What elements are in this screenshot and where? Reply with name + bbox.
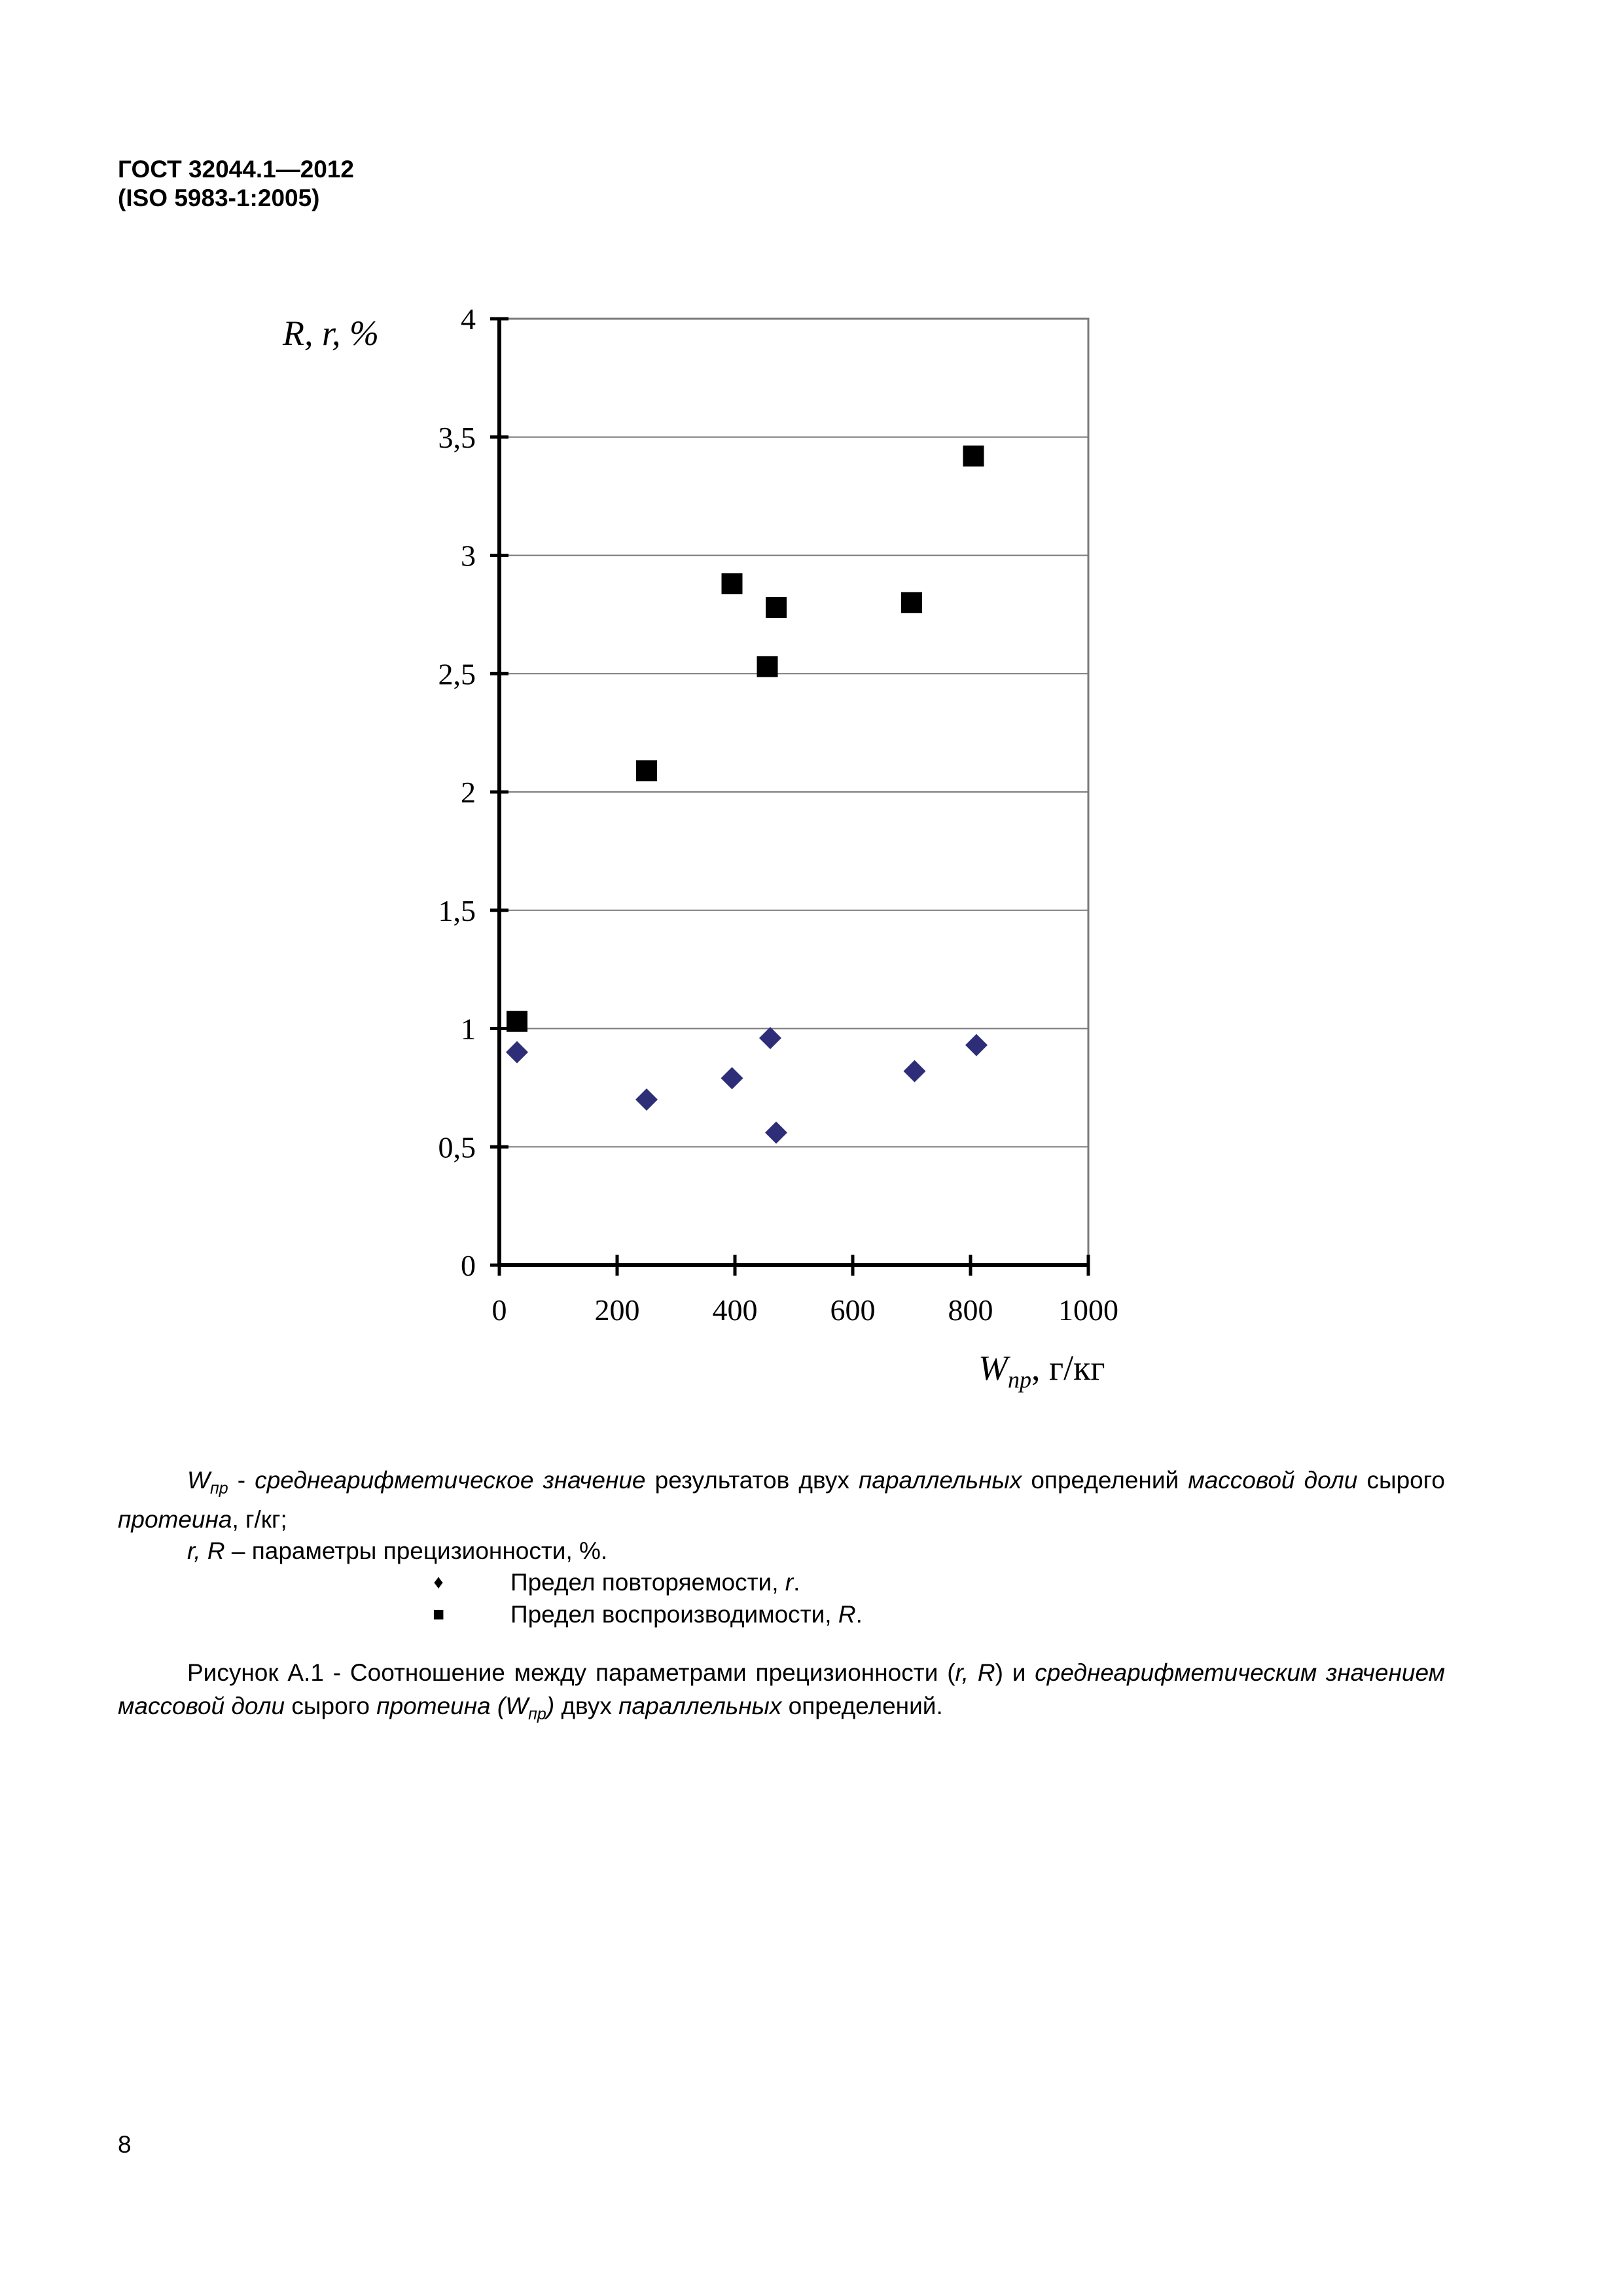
- caption-subscript: пр: [528, 1705, 546, 1723]
- tick-labels: [438, 302, 1119, 1327]
- legend-text: результатов двух: [645, 1467, 859, 1494]
- legend-text: Предел повторяемости,: [510, 1569, 785, 1596]
- rR-symbol: r, R: [187, 1537, 225, 1564]
- figure-legend: [118, 1465, 1445, 1631]
- square-point: [901, 592, 922, 613]
- square-point: [757, 656, 778, 677]
- caption-italic: протеина (W: [376, 1693, 529, 1719]
- square-point: [766, 597, 787, 618]
- iso-reference: (ISO 5983-1:2005): [118, 185, 320, 211]
- legend-text: – параметры прецизионности, %.: [224, 1537, 608, 1564]
- legend-key-repeatability: [118, 1567, 1445, 1599]
- x-axis-label: $W_{пр}$, г/кг: [978, 1348, 1105, 1393]
- figure-caption: [118, 1656, 1445, 1731]
- diamond-point: [506, 1041, 528, 1064]
- legend-text: , г/кг;: [232, 1506, 287, 1533]
- x-tick-label: 400: [712, 1293, 758, 1327]
- x-tick-label: 0: [491, 1293, 507, 1327]
- caption-italic: ): [546, 1693, 555, 1719]
- square-point: [507, 1011, 527, 1032]
- legend-key-label: [510, 1567, 800, 1598]
- caption-text: двух: [554, 1693, 619, 1719]
- legend-var: R: [838, 1601, 856, 1628]
- standard-number: ГОСТ 32044.1—2012: [118, 156, 355, 183]
- legend-definition-rR: [118, 1535, 1445, 1567]
- y-tick-label: 0,5: [438, 1130, 476, 1164]
- square-icon: ■: [432, 1604, 445, 1625]
- legend-key-reproducibility: [118, 1599, 1445, 1631]
- legend-definition-w: [118, 1465, 1445, 1535]
- data-marks: [506, 446, 988, 1144]
- square-point: [636, 760, 657, 781]
- x-tick-label: 800: [948, 1293, 993, 1327]
- y-axis-label: R, r, %: [283, 314, 379, 353]
- x-tick-label: 1000: [1058, 1293, 1118, 1327]
- legend-var: r: [785, 1569, 794, 1596]
- w-symbol: W: [187, 1467, 210, 1494]
- legend-text: .: [793, 1569, 800, 1596]
- legend-text: сырого: [1357, 1467, 1445, 1494]
- caption-italic: среднеарифметическим значением массовой доли: [118, 1659, 1445, 1719]
- diamond-point: [904, 1060, 926, 1083]
- x-tick-label: 600: [830, 1293, 876, 1327]
- caption-text: ) и: [995, 1659, 1035, 1686]
- legend-italic-term: протеина: [118, 1506, 232, 1533]
- legend-text: определений: [1022, 1467, 1188, 1494]
- square-point: [963, 446, 984, 467]
- legend-italic-term: параллельных: [859, 1467, 1022, 1494]
- y-tick-label: 3: [461, 539, 476, 573]
- y-tick-label: 1,5: [438, 893, 476, 927]
- chart-axes: [490, 319, 1088, 1276]
- y-tick-label: 4: [461, 302, 476, 336]
- y-tick-label: 2,5: [438, 657, 476, 691]
- caption-italic: r, R: [955, 1659, 995, 1686]
- diamond-icon: ♦: [433, 1571, 444, 1593]
- diamond-point: [759, 1027, 781, 1049]
- legend-text: Предел воспроизводимости,: [510, 1601, 838, 1628]
- page-number: 8: [118, 2131, 132, 2158]
- legend-italic-term: массовой доли: [1188, 1467, 1358, 1494]
- x-tick-label: 200: [594, 1293, 640, 1327]
- legend-italic-term: среднеарифметическое значение: [255, 1467, 646, 1494]
- diamond-point: [965, 1034, 988, 1056]
- legend-text: -: [228, 1467, 255, 1494]
- diamond-point: [635, 1088, 658, 1111]
- square-point: [722, 573, 743, 594]
- w-subscript: пр: [209, 1479, 228, 1498]
- caption-text: определений.: [781, 1693, 943, 1719]
- chart-grid: [499, 437, 1088, 1147]
- y-tick-label: 2: [461, 776, 476, 809]
- legend-key-label: [510, 1599, 863, 1630]
- caption-text: Рисунок А.1 - Соотношение между параметрами прецизионности (: [187, 1659, 955, 1686]
- diamond-point: [765, 1122, 787, 1144]
- y-tick-label: 0: [461, 1249, 476, 1282]
- y-tick-label: 1: [461, 1012, 476, 1046]
- caption-italic: параллельных: [618, 1693, 782, 1719]
- caption-text: сырого: [285, 1693, 377, 1719]
- y-tick-label: 3,5: [438, 420, 476, 454]
- legend-text: .: [855, 1601, 863, 1628]
- diamond-point: [721, 1067, 743, 1089]
